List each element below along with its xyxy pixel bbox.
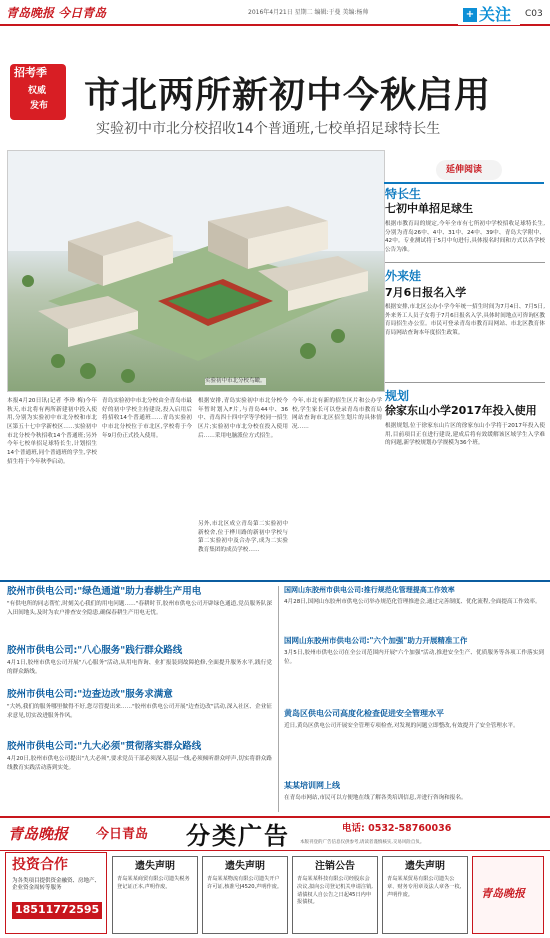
classified-side-logo: 青岛晚报 — [481, 887, 525, 900]
section-tag: 关注 — [479, 5, 512, 24]
news-text-4: 4月20日,胶州市供电公司提出"九大必须",要求党员干部必须深入基层一线,必须倾听群众呼声,切实将群众路线教育实践活动落到实处。 — [7, 756, 272, 771]
sidebar-s3-text: 根据规划,位于徐家东山片区的徐家东山小学将于2017年投入使用,目前项目正在进行建设,建成后将有效缓解该区域学生入学难的问题,新学校规划办学规模为36个班。 — [385, 423, 545, 447]
hero-badge-line1: 招考季 — [14, 66, 47, 79]
classified-box-2-text: 青岛某某物流有限公司遗失开户许可证,核准号J4520,声明作废。 — [207, 876, 283, 890]
news-text-2: 4月1日,胶州市供电公司开展"八心服务"活动,从用电咨询、业扩报装到故障抢修,全面提升服务水平,践行党的群众路线。 — [7, 660, 272, 675]
classified-side-logo-box — [472, 856, 544, 934]
classified-box-4-text: 青岛某某贸易有限公司遗失公章、财务专用章及法人章各一枚,声明作废。 — [387, 876, 462, 898]
subheadline: 实验初中市北分校招收14个普通班,七校单招足球特长生 — [96, 121, 441, 137]
sidebar-s3-sub: 徐家东山小学2017年投入使用 — [385, 404, 537, 417]
news-text-3: "大妈,我们的服务哪里做得不好,您尽管提出来……"胶州市供电公司开展"边查边改"活动,深入社区、企业征求意见,切实改进服务作风。 — [7, 704, 272, 719]
sidebar-rule-1 — [385, 262, 545, 263]
sidebar-s2-sub: 7月6日报名入学 — [385, 286, 467, 299]
sidebar-s1-text: 根据市教育局的规定,今年全市有七所初中学校招收足球特长生,分别为青岛26中、4中、31中、24中、39中、青岛大学附中、42中。专业测试将于5月中旬进行,具体报名时间和方式以各学校公告为准。 — [385, 221, 545, 253]
classified-box-3-text: 青岛某某科技有限公司经股东会决议,拟向公司登记机关申请注销,请债权人自公告之日起45日内申报债权。 — [297, 876, 373, 906]
news-column-rule — [278, 586, 279, 812]
news-title-6: 国网山东胶州市供电公司:"六个加强"助力开展精准工作 — [284, 636, 468, 645]
news-text-6: 3月5日,胶州市供电公司在全公司范围内开展"六个加强"活动,推进安全生产、优质服务等各项工作落实到位。 — [284, 650, 544, 665]
newspaper-logo: 青岛晚报 今日青岛 — [6, 6, 107, 20]
article-col-4: 今年,市北有新的招生区片和公办学校,学生家长可以登录青岛市教育局网站查询市北区招生划片的具体情况…… — [292, 398, 382, 430]
article-col-2: 青岛实验初中市北分校由全青岛市最好的初中学校主持建设,投入启用后将招收14个普通班……青岛实验初中市北分校位于市北区,学校将于今年9月份正式投入使用。 — [102, 398, 192, 439]
classified-box-3-title: 注销公告 — [315, 861, 355, 872]
issue-meta: 2016年4月21日 星期二 编辑:于曼 美编:杨帅 — [248, 9, 369, 16]
hero-badge-line3: 发布 — [30, 101, 49, 111]
article-col-3: 根据安排,青岛实验初中市北分校今年暂时划入F片,与青岛44中、36中、青岛四十四中学等学校同一招生区片;实验初中市北分校在投入使用后……采用电脑派位方式招生。 — [198, 398, 288, 439]
sidebar-s2-text: 根据安排,市北区公办小学今年统一招生时间为7月4日、7月5日,外来务工人员子女将于7月6日报名入学,具体时间地点可咨询区教育局招生办公室。市民可登录青岛市教育局网站、市北区教育体育局网站查询本年度招生政策。 — [385, 304, 545, 336]
news-text-8: 在青岛市网站,市民可以方便地在线了解各类培训信息,并进行咨询和报名。 — [284, 795, 467, 801]
classified-box-2-title: 遗失声明 — [225, 861, 265, 872]
invest-title: 投资合作 — [12, 857, 68, 873]
sidebar-s3-title: 规划 — [385, 389, 410, 403]
classified-note: 本版刊登的广告信息仅供参考,请读者谨慎核实,交易风险自负。 — [300, 840, 425, 845]
section-plus-icon: + — [463, 8, 477, 22]
section-divider — [0, 580, 550, 582]
page-number: C03 — [525, 9, 543, 19]
news-text-1: "有供电所的同志帮忙,时刻关心我们的用电问题……"春耕时节,胶州市供电公司开辟绿色通道,党员服务队深入田间地头,及时为农户排查安全隐患,确保春耕生产用电无忧。 — [7, 601, 272, 616]
sidebar-top-rule — [384, 182, 544, 184]
headline: 市北两所新初中今秋启用 — [84, 75, 492, 116]
news-title-5: 国网山东胶州市供电公司:推行规范化管理提高工作效率 — [284, 586, 455, 594]
article-col-3b: 另外,市北区成立青岛第二实验初中新校舍,位于桦川路的新初中学校与第二实验初中及合办学,成为二实验教育集团的成员学校…… — [198, 521, 288, 553]
campus-illustration — [8, 151, 385, 392]
news-title-3: 胶州市供电公司:"边查边改"服务求满意 — [7, 689, 173, 700]
invest-sub: 为各类项目提供资金融资、房地产、企业资金周转等服务 — [12, 878, 101, 892]
news-title-1: 胶州市供电公司:"绿色通道"助力春耕生产用电 — [7, 586, 202, 597]
sidebar-banner: 延伸阅读 — [446, 165, 483, 175]
classified-box-1-text: 青岛某某商贸有限公司遗失税务登记证正本,声明作废。 — [117, 876, 190, 890]
hero-badge-line2: 权威 — [28, 86, 47, 96]
classified-logo-2: 今日青岛 — [96, 827, 149, 842]
photo-caption: 实验初中市北分校鸟瞰。 — [205, 378, 266, 384]
classified-title: 分类广告 — [186, 822, 290, 850]
classified-box-1-title: 遗失声明 — [135, 861, 175, 872]
article-col-1: 本报4月20日讯(记者 李珍 梅)今年秋天,市北将有两所新建初中投入使用,分别为实验初中市北分校和市北区第五十七中学新校区……实验初中市北分校今秋招收14个普通班;另外今年七校单招足球特长生,计划招生14个普通班,同个普通班的学生,学校招生将于今年秋季启动。 — [7, 398, 97, 465]
news-text-7: 近日,黄岛区供电公司开展安全管理专项检查,对发现的问题立即整改,有效提升了安全管理水平。 — [284, 723, 519, 729]
campus-aerial-photo — [7, 150, 385, 392]
news-title-2: 胶州市供电公司:"八心服务"践行群众路线 — [7, 645, 183, 656]
sidebar-s2-title: 外来娃 — [385, 269, 422, 283]
sidebar-rule-2 — [385, 382, 545, 383]
classified-logo: 青岛晚报 — [8, 825, 69, 843]
news-title-4: 胶州市供电公司:"九大必须"贯彻落实群众路线 — [7, 741, 202, 752]
news-text-5: 4月28日,国网山东胶州市供电公司举办规范化管理推进会,通过完善制度、优化流程,全面提高工作效率。 — [284, 599, 541, 605]
classified-phone: 电话: 0532-58760036 — [342, 823, 452, 834]
sidebar-s1-sub: 七初中单招足球生 — [385, 202, 473, 215]
invest-phone: 18511772595 — [12, 902, 102, 919]
news-title-7: 黄岛区供电公司高度化检查促进安全管理水平 — [284, 709, 444, 718]
news-title-8: 某某培训网上线 — [284, 781, 340, 790]
sidebar-s1-title: 特长生 — [385, 187, 422, 201]
classified-box-4-title: 遗失声明 — [405, 861, 445, 872]
